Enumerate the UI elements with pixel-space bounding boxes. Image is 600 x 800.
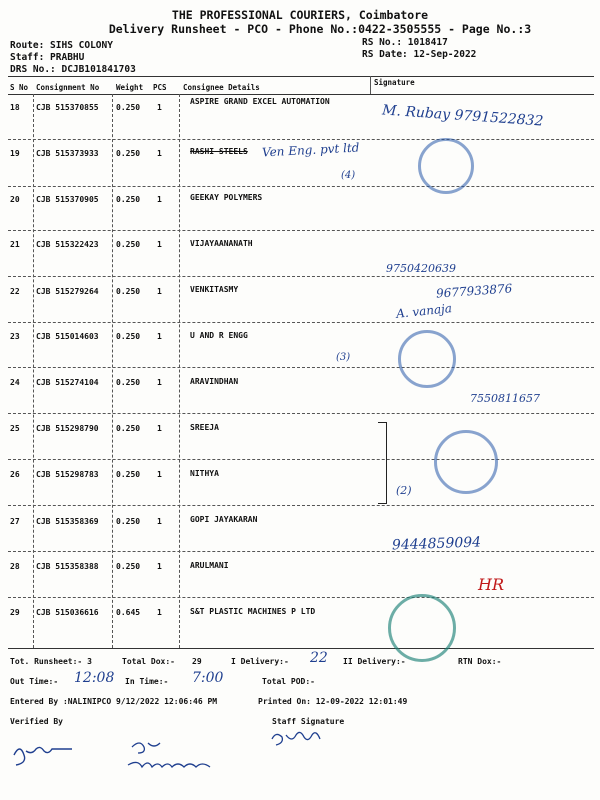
- row-consignee: RASHI STEELS: [190, 147, 248, 156]
- col-sep: [33, 94, 34, 648]
- row-consignment: CJB 515298790: [36, 424, 99, 433]
- handwritten-count-mark: (4): [341, 170, 356, 181]
- row-consignee: ARAVINDHAN: [190, 377, 239, 386]
- row-weight: 0.645: [116, 608, 141, 617]
- company-stamp: [418, 138, 474, 194]
- handwritten-phone: 9750420639: [386, 262, 456, 275]
- rs-number: RS No.: 1018417: [362, 37, 448, 48]
- row-pcs: 1: [157, 424, 162, 433]
- row-weight: 0.250: [116, 517, 141, 526]
- col-sep: [179, 94, 180, 648]
- entered-by: Entered By :NALINIPCO 9/12/2022 12:06:46 PM: [10, 697, 218, 706]
- rs-date: RS Date: 12-Sep-2022: [362, 49, 477, 60]
- row-sno: 24: [10, 378, 20, 387]
- col-pcs: PCS: [153, 83, 167, 92]
- total-dox-value: 29: [192, 657, 202, 666]
- row-pcs: 1: [157, 470, 162, 479]
- handwritten-phone: 7550811657: [470, 392, 540, 405]
- row-divider: [8, 413, 594, 414]
- row-pcs: 1: [157, 332, 162, 341]
- handwritten-note: Ven Eng. pvt ltd: [261, 140, 360, 160]
- row-sno: 27: [10, 517, 20, 526]
- i-delivery-value: 22: [310, 650, 328, 666]
- row-consignment: CJB 515322423: [36, 240, 99, 249]
- row-consignee: VENKITASMY: [190, 285, 239, 294]
- row-weight: 0.250: [116, 287, 141, 296]
- row-pcs: 1: [157, 287, 162, 296]
- footer-signatures: [0, 725, 600, 795]
- row-sno: 23: [10, 332, 20, 341]
- row-weight: 0.250: [116, 332, 141, 341]
- row-pcs: 1: [157, 103, 162, 112]
- total-runsheet: Tot. Runsheet:- 3: [10, 657, 92, 666]
- handwritten-signature: M. Rubay 9791522832: [381, 102, 544, 130]
- row-consignment: CJB 515274104: [36, 378, 99, 387]
- row-consignee: S&T PLASTIC MACHINES P LTD: [190, 607, 316, 616]
- row-sno: 21: [10, 240, 20, 249]
- row-consignment: CJB 515014603: [36, 332, 99, 341]
- row-pcs: 1: [157, 517, 162, 526]
- row-sno: 25: [10, 424, 20, 433]
- row-divider: [8, 459, 594, 460]
- in-time-label: In Time:-: [125, 677, 169, 686]
- table-top-rule: [8, 76, 594, 77]
- row-sno: 26: [10, 470, 20, 479]
- handwritten-count-mark: (3): [336, 352, 351, 363]
- row-weight: 0.250: [116, 240, 141, 249]
- row-consignee: GEEKAY POLYMERS: [190, 193, 263, 202]
- company-stamp: [388, 594, 456, 662]
- row-consignee: NITHYA: [190, 469, 219, 478]
- handwritten-signature: 9444859094: [391, 534, 482, 554]
- row-consignee: U AND R ENGG: [190, 331, 248, 340]
- row-consignment: CJB 515279264: [36, 287, 99, 296]
- row-sno: 18: [10, 103, 20, 112]
- signature-divider: [370, 76, 371, 94]
- row-consignee: VIJAYAANANATH: [190, 239, 253, 248]
- row-divider: [8, 505, 594, 506]
- company-stamp: [434, 430, 498, 494]
- row-weight: 0.250: [116, 103, 141, 112]
- handwritten-phone: 9677933876: [435, 281, 513, 301]
- total-pod-label: Total POD:-: [262, 677, 315, 686]
- row-weight: 0.250: [116, 378, 141, 387]
- col-consignee: Consignee Details: [183, 83, 260, 92]
- row-consignee: ASPIRE GRAND EXCEL AUTOMATION: [190, 97, 330, 106]
- handwritten-initials: HR: [478, 575, 504, 594]
- row-consignment: CJB 515373933: [36, 149, 99, 158]
- handwritten-signature: A. vanaja: [395, 301, 453, 321]
- row-divider: [8, 230, 594, 231]
- row-weight: 0.250: [116, 424, 141, 433]
- row-consignment: CJB 515036616: [36, 608, 99, 617]
- row-sno: 19: [10, 149, 20, 158]
- row-divider: [8, 276, 594, 277]
- out-time-label: Out Time:-: [10, 677, 59, 686]
- row-divider: [8, 322, 594, 323]
- row-sno: 29: [10, 608, 20, 617]
- runsheet-subtitle: Delivery Runsheet - PCO - Phone No.:0422-3505555 - Page No.:3: [108, 22, 532, 36]
- printed-on: Printed On: 12-09-2022 12:01:49: [258, 697, 408, 706]
- rtn-dox-label: RTN Dox:-: [458, 657, 502, 666]
- total-dox-label: Total Dox:-: [122, 657, 175, 666]
- row-pcs: 1: [157, 562, 162, 571]
- table-bottom-rule: [8, 648, 594, 649]
- out-time-value: 12:08: [74, 670, 115, 686]
- table-header-rule: [8, 94, 594, 95]
- row-sno: 20: [10, 195, 20, 204]
- row-divider: [8, 551, 594, 552]
- row-consignment: CJB 515370855: [36, 103, 99, 112]
- row-consignment: CJB 515298783: [36, 470, 99, 479]
- route-label: Route: SIHS COLONY: [10, 40, 113, 51]
- row-weight: 0.250: [116, 470, 141, 479]
- col-sep: [112, 94, 113, 648]
- col-signature: Signature: [374, 78, 415, 87]
- in-time-value: 7:00: [192, 670, 224, 686]
- staff-signature-label: Staff Signature: [272, 717, 345, 726]
- row-pcs: 1: [157, 195, 162, 204]
- row-sno: 28: [10, 562, 20, 571]
- col-weight: Weight: [116, 83, 144, 92]
- row-weight: 0.250: [116, 562, 141, 571]
- company-title: THE PROFESSIONAL COURIERS, Coimbatore: [171, 8, 429, 22]
- row-consignment: CJB 515358369: [36, 517, 99, 526]
- row-consignee: GOPI JAYAKARAN: [190, 515, 258, 524]
- row-divider: [8, 186, 594, 187]
- row-consignment: CJB 515358388: [36, 562, 99, 571]
- row-sno: 22: [10, 287, 20, 296]
- staff-label: Staff: PRABHU: [10, 52, 85, 63]
- row-pcs: 1: [157, 149, 162, 158]
- row-divider: [8, 367, 594, 368]
- row-divider: [8, 139, 594, 140]
- handwritten-count-mark: (2): [396, 484, 412, 497]
- verified-by-label: Verified By: [10, 717, 63, 726]
- ii-delivery-label: II Delivery:-: [343, 657, 406, 666]
- drs-label: DRS No.: DCJB101841703: [10, 64, 136, 75]
- row-consignee: SREEJA: [190, 423, 219, 432]
- row-pcs: 1: [157, 608, 162, 617]
- row-pcs: 1: [157, 240, 162, 249]
- row-bracket: [378, 422, 387, 504]
- col-sno: S No: [10, 83, 29, 92]
- row-weight: 0.250: [116, 195, 141, 204]
- row-consignee: ARULMANI: [190, 561, 229, 570]
- row-consignment: CJB 515370905: [36, 195, 99, 204]
- row-divider: [8, 597, 594, 598]
- col-consignment: Consignment No: [36, 83, 100, 92]
- company-stamp: [398, 330, 456, 388]
- row-weight: 0.250: [116, 149, 141, 158]
- row-pcs: 1: [157, 378, 162, 387]
- i-delivery-label: I Delivery:-: [231, 657, 289, 666]
